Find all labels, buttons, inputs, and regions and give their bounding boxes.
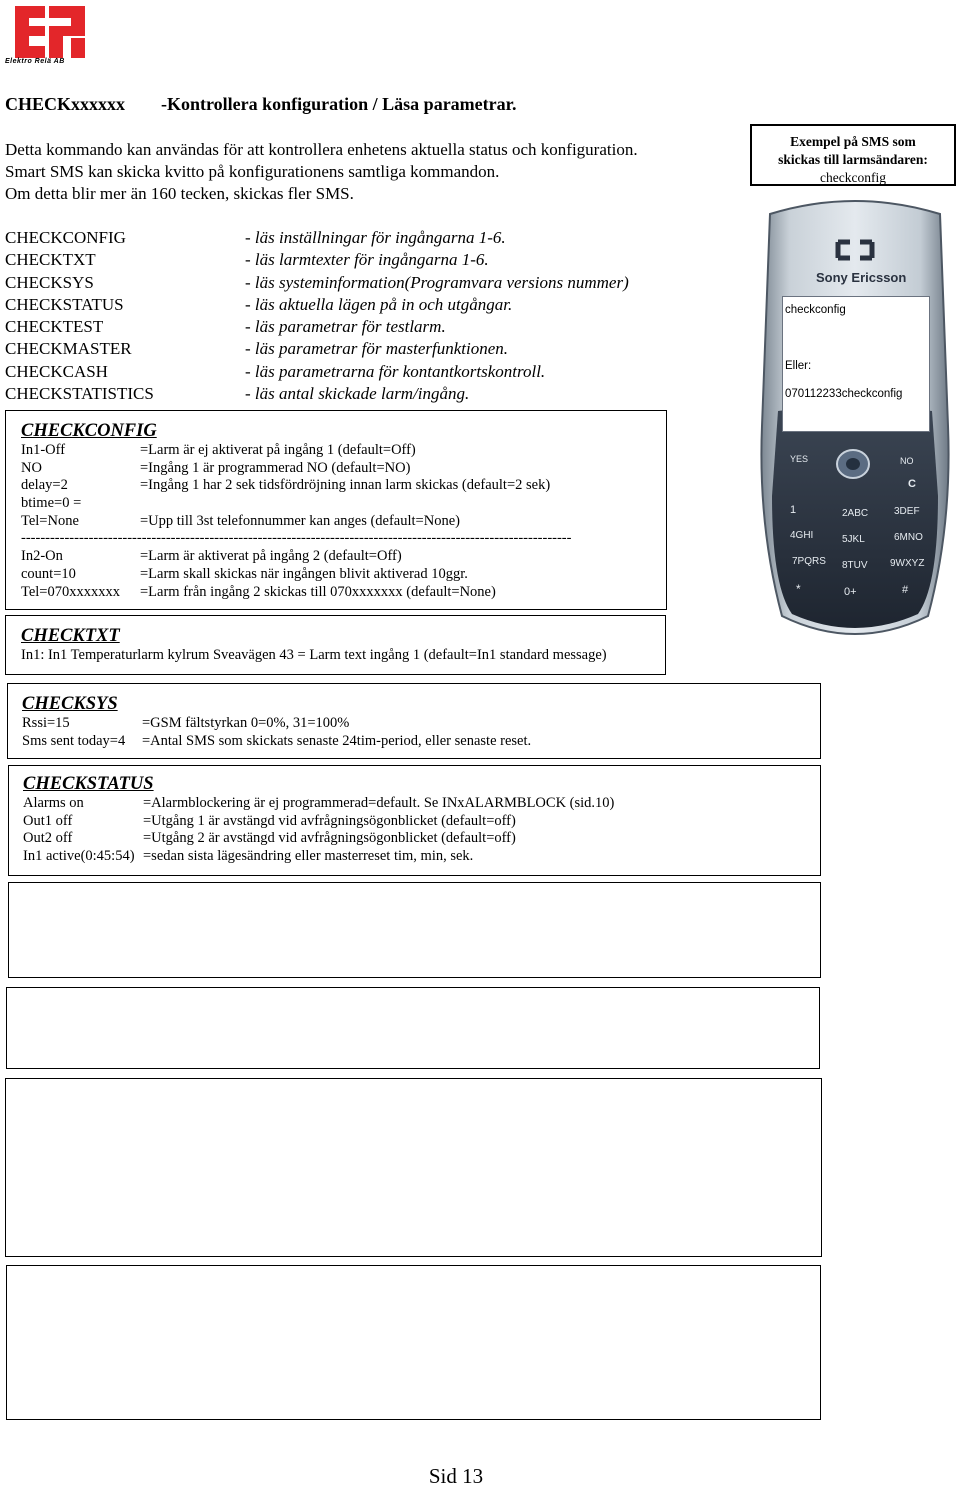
- page-number: Sid 13: [428, 1464, 484, 1488]
- param-key: Tel=070xxxxxxx: [21, 583, 120, 600]
- command-name: CHECKTXT: [5, 250, 96, 270]
- command-desc: - läs parametrarna för kontantkortskontroll.: [245, 361, 546, 381]
- param-value: =Upp till 3st telefonnummer kan anges (default=None): [140, 512, 460, 529]
- phone-key: 6MNO: [894, 532, 923, 543]
- intro-line: Om detta blir mer än 160 tecken, skickas fler SMS.: [5, 184, 354, 203]
- phone-key: 1: [790, 504, 797, 516]
- checkstatus-box: [8, 765, 821, 876]
- sms-example-box: [750, 124, 956, 186]
- param-value: =Antal SMS som skickats senaste 24tim-period, eller senaste reset.: [142, 732, 532, 749]
- param-key: NO: [21, 459, 42, 476]
- command-title: CHECKxxxxxx: [5, 94, 126, 114]
- company-name: Elektro Relä AB: [5, 58, 65, 65]
- command-description: -Kontrollera konfiguration / Läsa parametrar.: [161, 94, 517, 114]
- key-c: C: [908, 478, 916, 490]
- intro-line: Smart SMS kan skicka kvitto på konfigurationens samtliga kommandon.: [5, 162, 500, 181]
- empty-box: [6, 987, 820, 1069]
- command-name: CHECKSYS: [5, 272, 94, 292]
- param-key: In2-On: [21, 548, 63, 565]
- param-value: =Ingång 1 är programmerad NO (default=NO): [140, 459, 411, 476]
- key-yes: YES: [790, 454, 809, 464]
- param-key: Sms sent today=4: [22, 732, 126, 749]
- phone-key: 3DEF: [894, 506, 920, 517]
- param-value: =GSM fältstyrkan 0=0%, 31=100%: [142, 715, 350, 731]
- command-desc: - läs antal skickade larm/ingång.: [245, 384, 470, 404]
- phone-key: 2ABC: [842, 508, 869, 519]
- phone-key: #: [902, 584, 909, 596]
- param-value: =Larm är aktiverat på ingång 2 (default=Off): [140, 548, 402, 565]
- param-value: =Alarmblockering är ej programmerad=default. Se INxALARMBLOCK (sid.10): [143, 795, 615, 811]
- screen-line: 070112233checkconfig: [785, 388, 903, 400]
- phone-screen: [782, 296, 930, 432]
- phone-key: 7PQRS: [792, 556, 826, 567]
- param-key: Out2 off: [23, 830, 73, 847]
- phone-key: 4GHI: [790, 530, 814, 541]
- phone-key: 8TUV: [842, 560, 868, 571]
- command-desc: - läs parametrar för masterfunktionen.: [245, 339, 509, 359]
- empty-box: [6, 1265, 821, 1420]
- param-value: =Utgång 1 är avstängd vid avfrågningsögonblicket (default=off): [143, 812, 516, 829]
- sms-example-title: skickas till larmsändaren:: [778, 152, 928, 167]
- command-name: CHECKSTATUS: [5, 294, 124, 314]
- command-desc: - läs larmtexter för ingångarna 1-6.: [245, 250, 489, 270]
- param-key: Tel=None: [21, 512, 79, 529]
- checkstatus-title: CHECKSTATUS: [23, 774, 154, 794]
- param-key: Out1 off: [23, 812, 73, 829]
- checktxt-title: CHECKTXT: [21, 626, 120, 646]
- param-key: Rssi=15: [22, 715, 70, 731]
- param-value: =sedan sista lägesändring eller masterreset tim, min, sek.: [143, 848, 474, 865]
- command-desc: - läs parametrar för testlarm.: [245, 317, 446, 337]
- command-name: CHECKMASTER: [5, 339, 132, 359]
- command-desc: - läs aktuella lägen på in och utgångar.: [245, 294, 513, 314]
- divider-line: ------------------------------------------------------------------------------------------------------------------: [21, 530, 572, 547]
- command-name: CHECKCONFIG: [5, 228, 126, 247]
- param-key: delay=2: [21, 477, 68, 494]
- screen-line: Eller:: [785, 360, 812, 372]
- checktxt-box: [5, 615, 666, 675]
- param-value: =Larm skall skickas när ingången blivit aktiverad 10ggr.: [140, 565, 468, 582]
- command-name: CHECKTEST: [5, 317, 104, 337]
- param-key: btime=0 =: [21, 495, 82, 512]
- phone-illustration: [752, 196, 958, 646]
- phone-key: 0+: [844, 586, 857, 598]
- param-key: count=10: [21, 565, 76, 582]
- param-value: =Larm är ej aktiverat på ingång 1 (default=Off): [140, 442, 416, 458]
- command-name: CHECKCASH: [5, 361, 108, 381]
- command-name: CHECKSTATISTICS: [5, 384, 154, 404]
- checktxt-line: In1: In1 Temperaturlarm kylrum Sveavägen 43 = Larm text ingång 1 (default=In1 standard message): [21, 647, 607, 663]
- checkconfig-box: [5, 410, 667, 610]
- param-value: =Utgång 2 är avstängd vid avfrågningsögonblicket (default=off): [143, 830, 516, 847]
- param-key: In1-Off: [21, 442, 66, 458]
- phone-key: *: [796, 582, 801, 596]
- phone-key: 9WXYZ: [890, 558, 925, 569]
- screen-line: checkconfig: [785, 304, 846, 316]
- empty-box: [8, 882, 821, 978]
- checksys-title: CHECKSYS: [22, 694, 118, 714]
- intro-line: Detta kommando kan användas för att kontrollera enhetens aktuella status och konfiguration.: [5, 140, 638, 159]
- checkconfig-title: CHECKCONFIG: [21, 421, 157, 441]
- phone-key: 5JKL: [842, 534, 865, 545]
- checksys-box: [7, 683, 821, 759]
- command-desc: - läs systeminformation(Programvara versions nummer): [245, 272, 629, 292]
- sms-example-title: Exempel på SMS som: [790, 134, 916, 149]
- sms-example-text: checkconfig: [820, 170, 886, 185]
- param-value: =Ingång 1 har 2 sek tidsfördröjning innan larm skickas (default=2 sek): [140, 477, 551, 494]
- phone-brand: Sony Ericsson: [816, 270, 907, 285]
- param-value: =Larm från ingång 2 skickas till 070xxxxxxx (default=None): [140, 583, 496, 600]
- command-desc: - läs inställningar för ingångarna 1-6.: [245, 228, 506, 247]
- param-key: In1 active(0:45:54): [23, 848, 135, 865]
- empty-box: [5, 1078, 822, 1257]
- param-key: Alarms on: [23, 795, 84, 811]
- intro-paragraph: [5, 139, 745, 205]
- key-no: NO: [900, 456, 914, 466]
